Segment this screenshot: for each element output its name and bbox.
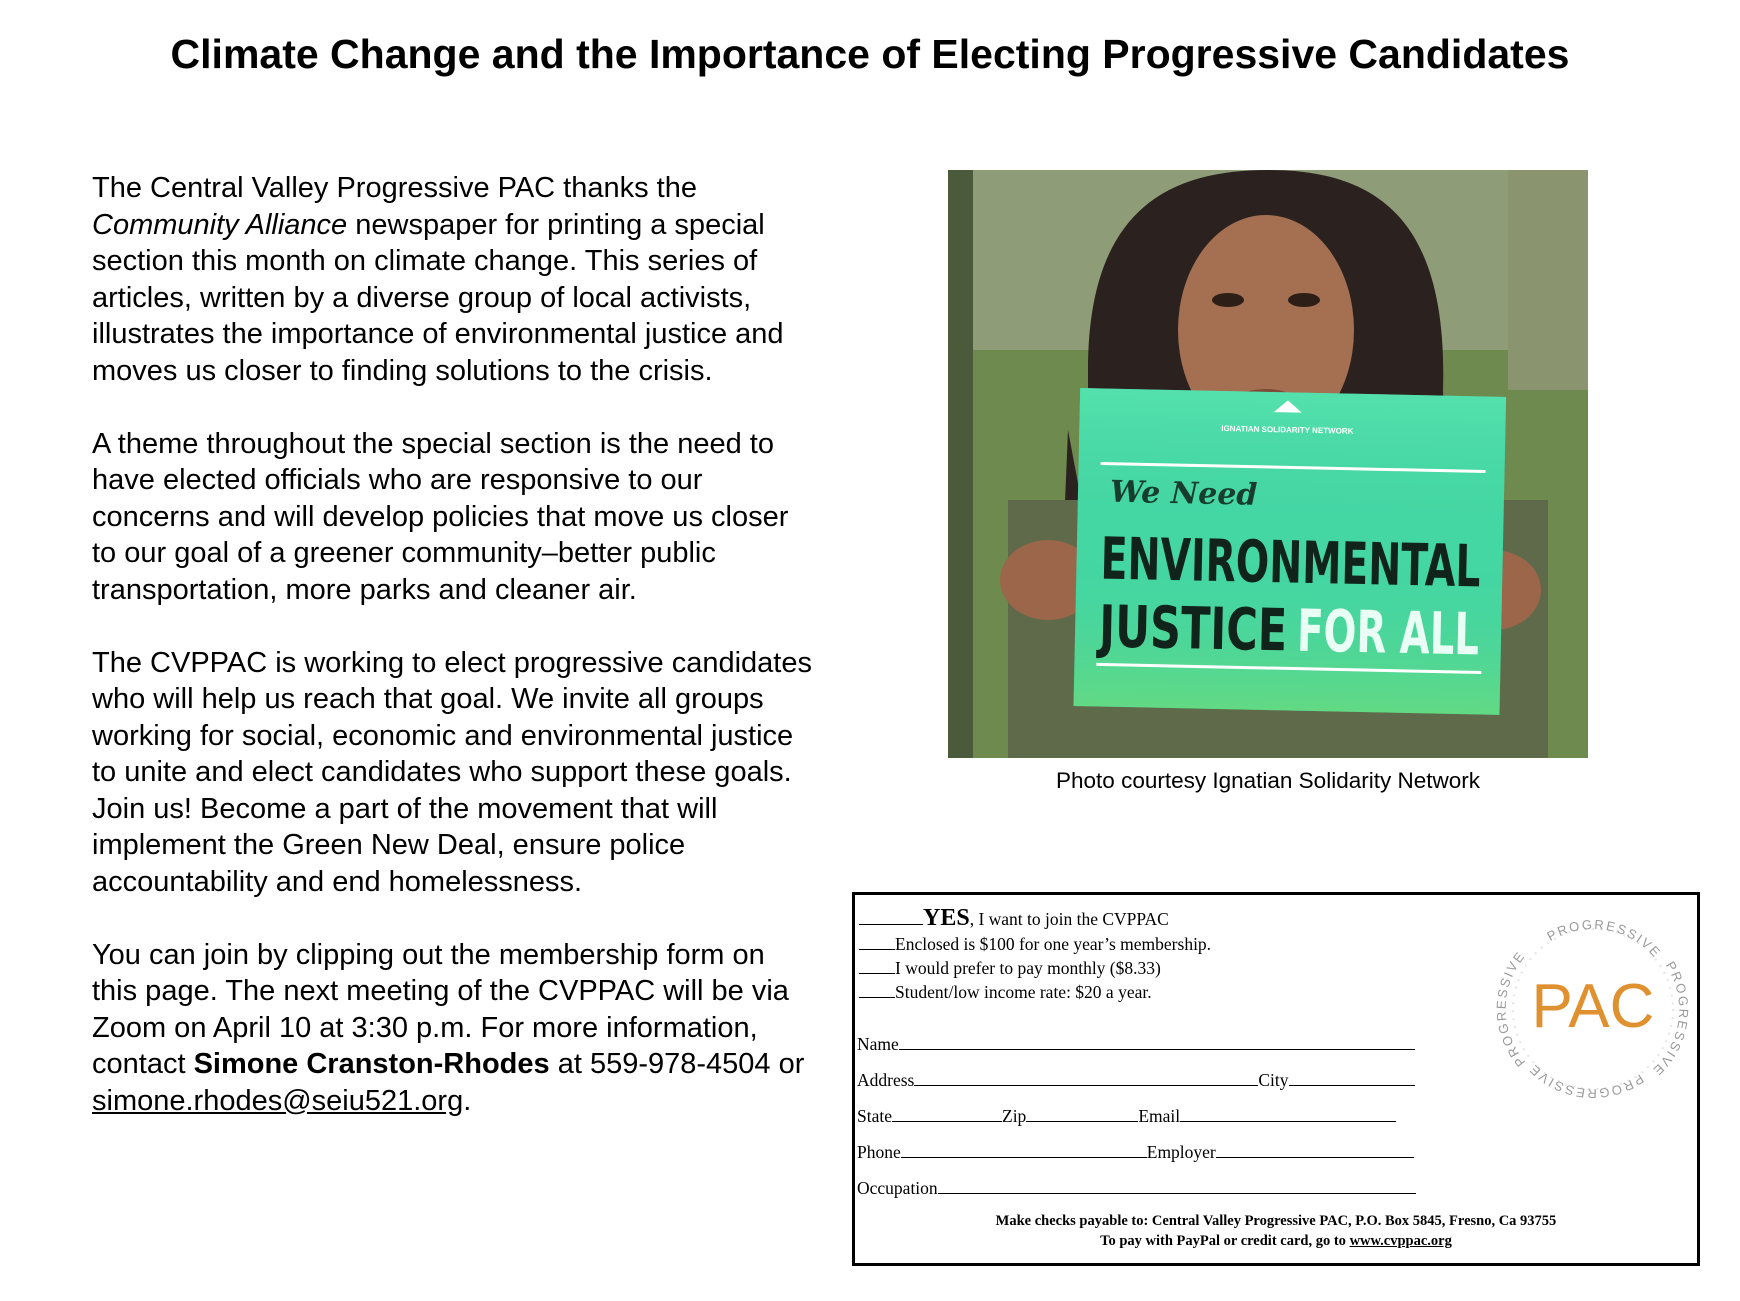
article-body <box>92 170 812 1156</box>
address-row: Address City <box>857 1069 1415 1091</box>
logo-ring-text-top: PROGRESSIVE <box>1544 916 1665 961</box>
enclosed-checkbox-blank[interactable] <box>859 934 895 950</box>
membership-form <box>852 892 1700 1266</box>
state-row: State Zip Email <box>857 1105 1396 1127</box>
paragraph-1: The Central Valley Progressive PAC thanks the Community Alliance newspaper for printing a special section this month on climate change. This series of articles, written by a diverse group of local activists, illustrates the importance of environmental justice and moves us closer to finding solutions to the crisis. <box>92 172 784 387</box>
logo-ring-text-right: PROGRESSIVE <box>1649 958 1692 1080</box>
cvppac-website-link[interactable]: www.cvppac.org <box>1349 1233 1452 1249</box>
protest-photo <box>948 170 1662 758</box>
occupation-field[interactable] <box>938 1178 1416 1194</box>
employer-field[interactable] <box>1216 1142 1414 1158</box>
phone-field[interactable] <box>901 1142 1147 1158</box>
logo-ring-text-bottom: PROGRESSIVE <box>1525 1060 1647 1102</box>
yes-row: YES, I want to join the CVPPAC <box>859 907 1169 930</box>
zip-field[interactable] <box>1026 1106 1138 1122</box>
newspaper-name: Community Alliance <box>92 208 348 241</box>
progressive-pac-logo <box>1493 909 1693 1109</box>
option-monthly: I would prefer to pay monthly ($8.33) <box>859 957 1161 979</box>
paragraph-4: You can join by clipping out the membership form on this page. The next meeting of the CVPPAC will be via Zoom on April 10 at 3:30 p.m. For more information, contact Simone Cranston-Rhodes at 559-978-4504 or simone.rhodes@seiu521.org. <box>92 938 805 1117</box>
email-field[interactable] <box>1180 1106 1396 1122</box>
sign-line-2: ENVIRONMENTAL <box>1099 524 1662 605</box>
name-field[interactable] <box>899 1034 1415 1050</box>
student-checkbox-blank[interactable] <box>859 982 895 998</box>
logo-ring-text-left: PROGRESSIVE <box>1493 947 1529 1070</box>
address-field[interactable] <box>914 1070 1258 1086</box>
option-enclosed: Enclosed is $100 for one year’s membership. <box>859 933 1211 955</box>
contact-email-link[interactable]: simone.rhodes@seiu521.org <box>92 1084 464 1117</box>
photo-caption: Photo courtesy Ignatian Solidarity Network <box>1056 768 1480 793</box>
online-payment-line: To pay with PayPal or credit card, go to www.cvppac.org <box>1100 1233 1452 1249</box>
yes-checkbox-blank[interactable] <box>859 909 923 925</box>
occupation-row: Occupation <box>857 1177 1416 1199</box>
sign-line-1: We Need <box>1109 474 1258 513</box>
option-student: Student/low income rate: $20 a year. <box>859 981 1152 1003</box>
monthly-checkbox-blank[interactable] <box>859 958 895 974</box>
logo-pac-text: PAC <box>1531 972 1655 1041</box>
payment-instructions: Make checks payable to: Central Valley Progressive PAC, P.O. Box 5845, Fresno, Ca 93755 <box>995 1213 1557 1229</box>
contact-name: Simone Cranston-Rhodes <box>193 1048 550 1080</box>
page-title: Climate Change and the Importance of Electing Progressive Candidates <box>170 31 1570 77</box>
state-field[interactable] <box>892 1106 1002 1122</box>
city-field[interactable] <box>1289 1070 1415 1086</box>
name-row: Name <box>857 1033 1415 1055</box>
phone-row: Phone Employer <box>857 1141 1414 1163</box>
sign-line-3a: JUSTICE <box>1098 592 1354 666</box>
paragraph-2: A theme throughout the special section is the need to have elected officials who are responsive to our concerns and will develop policies that move us closer to our goal of a greener community–better public transportation, more parks and cleaner air. <box>92 427 789 606</box>
sign-line-3b: FOR ALL <box>1296 596 1571 671</box>
paragraph-3: The CVPPAC is working to elect progressive candidates who will help us reach that goal. We invite all groups working for social, economic and environmental justice to unite and elect candidates who support these goals. Join us! Become a part of the movement that will implement the Green New Deal, ensure police accountability and end homelessness. <box>92 646 812 898</box>
sign-org-text: IGNATIAN SOLIDARITY NETWORK <box>1221 423 1354 436</box>
